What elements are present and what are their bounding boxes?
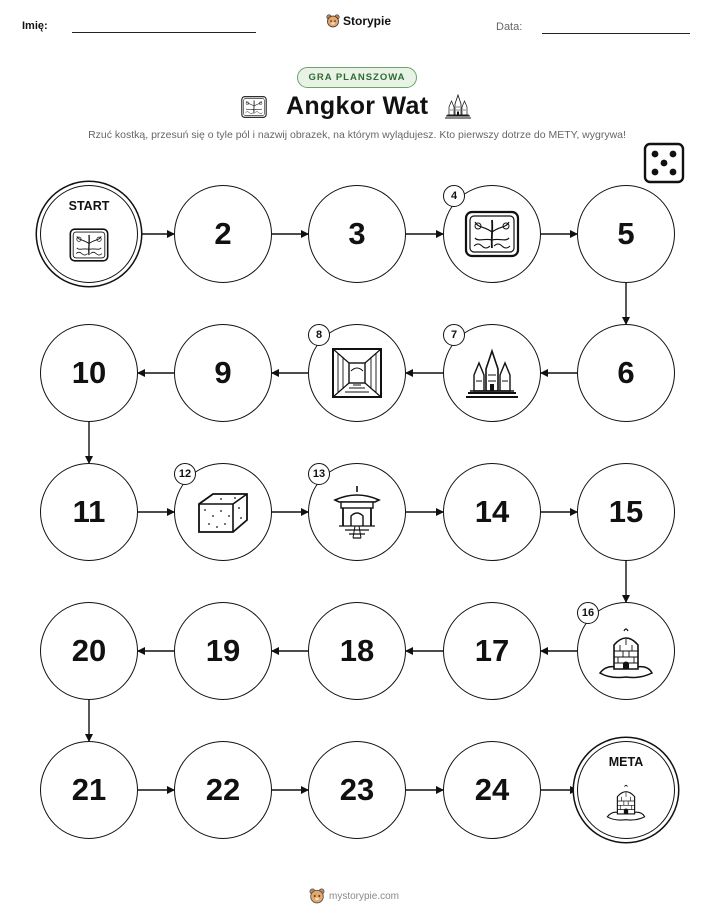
space-number: 19 [205, 633, 241, 668]
space-number: 10 [71, 355, 107, 390]
board-space [577, 185, 675, 283]
game-type-badge: GRA PLANSZOWA [297, 67, 417, 88]
start-label: START [68, 199, 110, 213]
space-number: 24 [474, 772, 510, 807]
board-space [443, 463, 541, 561]
space-number: 20 [71, 633, 107, 668]
board-space [40, 463, 138, 561]
footer [309, 888, 399, 904]
brand-name: Storypie [343, 14, 392, 28]
sandstone-block-icon [191, 480, 255, 544]
space-number-badge: 4 [443, 185, 465, 207]
board-space [577, 463, 675, 561]
space-number: 14 [474, 494, 510, 529]
board-space [308, 185, 406, 283]
space-number: 23 [339, 772, 375, 807]
space-number: 17 [474, 633, 510, 668]
space-number-badge: 13 [308, 463, 330, 485]
board-space [174, 602, 272, 700]
stone-tower-icon [603, 778, 649, 824]
board-space [174, 185, 272, 283]
temple-icon [460, 341, 524, 405]
carved-relief-icon [460, 202, 524, 266]
stone-corridor-icon [325, 341, 389, 405]
board-space [577, 324, 675, 422]
stone-tower-icon [594, 619, 658, 683]
temple-gate-icon [325, 480, 389, 544]
date-label: Data: [496, 21, 523, 33]
footer-url: mystorypie.com [329, 890, 400, 902]
board-space [443, 741, 541, 839]
board-space [443, 602, 541, 700]
space-number: 5 [617, 216, 635, 251]
space-number-badge: 7 [443, 324, 465, 346]
board-space [174, 324, 272, 422]
carved-relief-icon [66, 222, 112, 268]
space-number-badge: 16 [577, 602, 599, 624]
space-number: 15 [608, 494, 644, 529]
board-space [174, 741, 272, 839]
space-number: 3 [348, 216, 366, 251]
space-number-badge: 12 [174, 463, 196, 485]
space-number: 2 [214, 216, 232, 251]
board-space [40, 602, 138, 700]
instructions: Rzuć kostką, przesuń się o tyle pól i nazwij obrazek, na którym wylądujesz. Kto pierwszy dotrze do METY, wygrywa! [88, 129, 626, 141]
space-number-badge: 8 [308, 324, 330, 346]
space-number: 21 [71, 772, 107, 807]
board-space [40, 324, 138, 422]
space-number: 18 [339, 633, 375, 668]
space-number: 11 [72, 494, 106, 529]
finish-label: META [608, 755, 644, 769]
space-number: 22 [205, 772, 241, 807]
page-title: Angkor Wat [286, 92, 429, 120]
board-space [40, 741, 138, 839]
name-label: Imię: [22, 20, 48, 32]
start-space [40, 185, 138, 283]
board-space [308, 741, 406, 839]
space-number: 6 [617, 355, 635, 390]
space-number: 9 [214, 355, 232, 390]
finish-space [577, 741, 675, 839]
board-space [308, 602, 406, 700]
storypie-bear-icon [309, 888, 325, 904]
